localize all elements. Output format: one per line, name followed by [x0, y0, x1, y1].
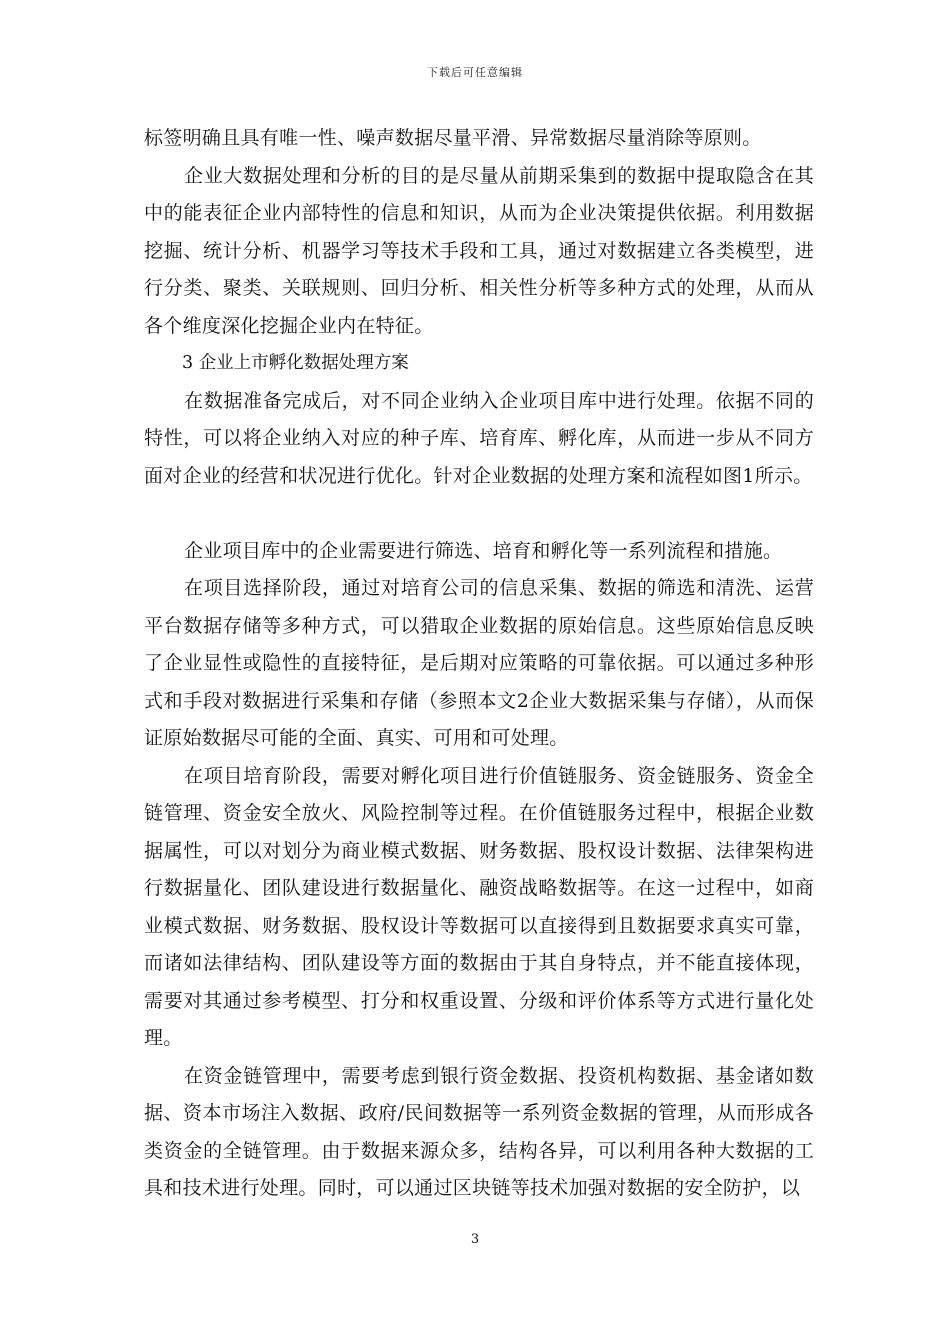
paragraph-project-cultivation: 在项目培育阶段，需要对孵化项目进行价值链服务、资金链服务、资金全链管理、资金安全放火、风险控制等过程。在价值链服务过程中，根据企业数据属性，可以对划分为商业模式数据、财务数据、股权设计数据、法律架构进行数据量化、团队建设进行数据量化、融资战略数据等。在这一过程中，如商业模式数据、财务数据、股权设计等数据可以直接得到且数据要求真实可靠，而诸如法律结构、团队建设等方面的数据由于其自身特点，并不能直接体现，需要对其通过参考模型、打分和权重设置、分级和评价体系等方式进行量化处理。 [144, 764, 814, 1049]
paragraph-capital-chain: 在资金链管理中，需要考虑到银行资金数据、投资机构数据、基金诸如数据、资本市场注入数据、政府/民间数据等一系列资金数据的管理，从而形成各类资金的全链管理。由于数据来源众多，结构各异，可以利用各种大数据的工具和技术进行处理。同时，可以通过区块链等技术加强对数据的安全防护，以 [144, 1064, 814, 1199]
paragraph-data-preparation: 在数据准备完成后，对不同企业纳入企业项目库中进行处理。依据不同的特性，可以将企业纳入对应的种子库、培育库、孵化库，从而进一步从不同方面对企业的经营和状况进行优化。针对企业数据的处理方案和流程如图1所示。 [144, 389, 814, 487]
section-heading: 3 企业上市孵化数据处理方案 [182, 353, 409, 373]
body-text [144, 120, 814, 1208]
page-header: 下载后可任意编辑 [427, 66, 523, 79]
paragraph-project-selection: 在项目选择阶段，通过对培育公司的信息采集、数据的筛选和清洗、运营平台数据存储等多种方式，可以猎取企业数据的原始信息。这些原始信息反映了企业显性或隐性的直接特征，是后期对应策略的可靠依据。可以通过多种形式和手段对数据进行采集和存储（参照本文2企业大数据采集与存储），从而保证原始数据尽可能的全面、真实、可用和可处理。 [144, 577, 814, 749]
figure-gap [144, 495, 814, 533]
paragraph-continuation: 标签明确且具有唯一性、噪声数据尽量平滑、异常数据尽量消除等原则。 [144, 127, 762, 149]
paragraph-project-library: 企业项目库中的企业需要进行筛选、培育和孵化等一系列流程和措施。 [184, 539, 783, 562]
paragraph-analysis-purpose: 企业大数据处理和分析的目的是尽量从前期采集到的数据中提取隐含在其中的能表征企业内部特性的信息和知识，从而为企业决策提供依据。利用数据挖掘、统计分析、机器学习等技术手段和工具，通过对数据建立各类模型，进行分类、聚类、关联规则、回归分析、相关性分析等多种方式的处理，从而从各个维度深化挖掘企业内在特征。 [144, 164, 814, 337]
page-number: 3 [470, 1232, 480, 1247]
